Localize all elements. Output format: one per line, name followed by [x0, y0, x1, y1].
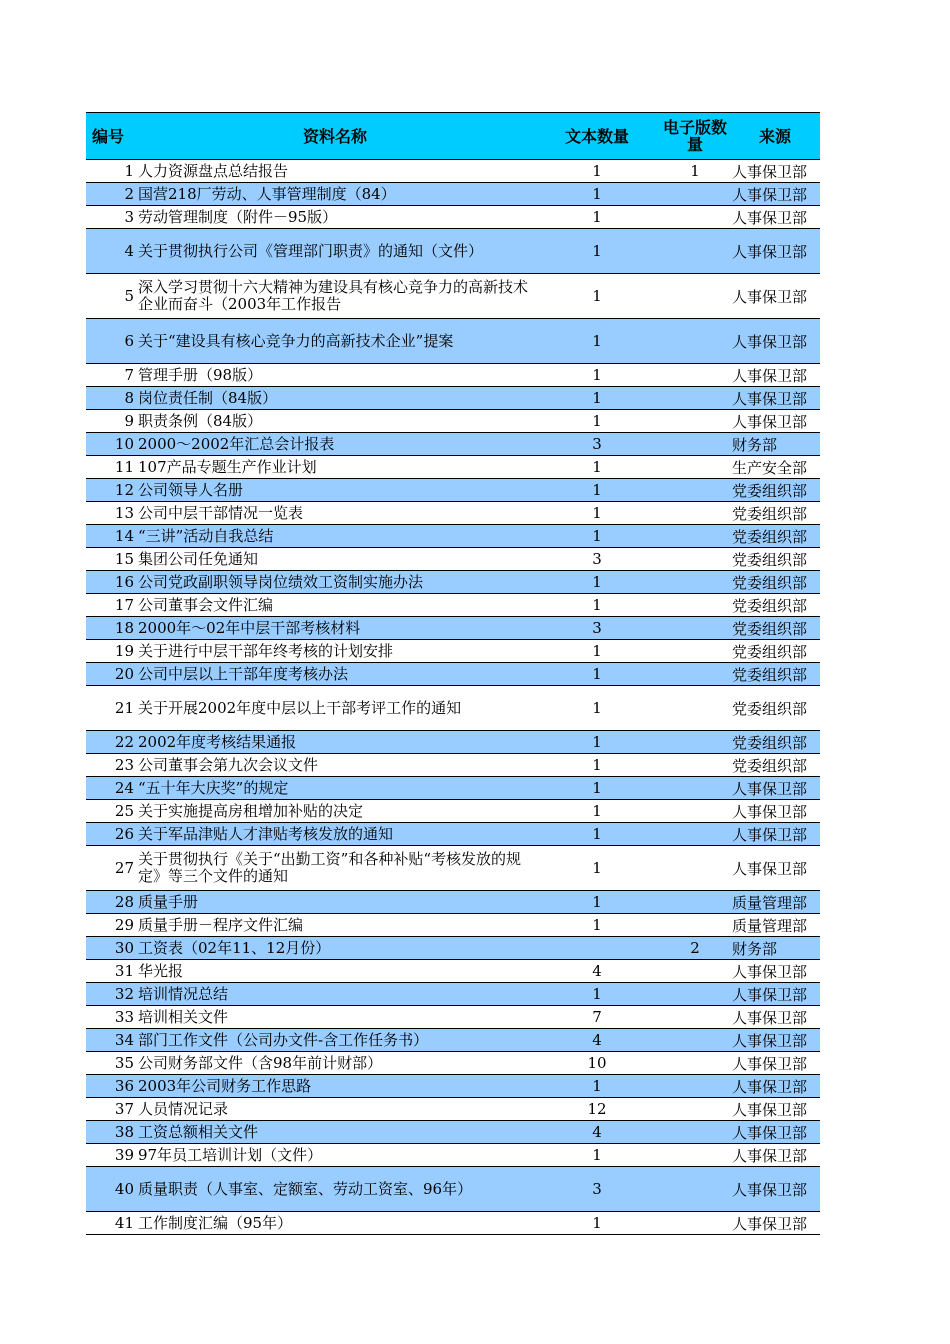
row-digital-count: [660, 1121, 730, 1144]
row-source: 人事保卫部: [730, 410, 820, 433]
row-text-count: 1: [534, 846, 660, 891]
row-digital-count: [660, 1006, 730, 1029]
row-name: 深入学习贯彻十六大精神为建设具有核心竞争力的高新技术企业而奋斗（2003年工作报告: [136, 274, 534, 319]
row-digital-count: [660, 1167, 730, 1212]
row-id: 10: [86, 433, 136, 456]
row-id: 26: [86, 823, 136, 846]
row-digital-count: [660, 1098, 730, 1121]
table-row: [86, 319, 820, 364]
table-row: [86, 1212, 820, 1235]
row-digital-count: [660, 183, 730, 206]
row-text-count: 1: [534, 891, 660, 914]
row-source: 财务部: [730, 433, 820, 456]
row-source: 党委组织部: [730, 731, 820, 754]
row-id: 36: [86, 1075, 136, 1098]
table-row: [86, 777, 820, 800]
row-source: 人事保卫部: [730, 1121, 820, 1144]
table-row: [86, 960, 820, 983]
row-id: 31: [86, 960, 136, 983]
row-source: 党委组织部: [730, 754, 820, 777]
row-source: 人事保卫部: [730, 983, 820, 1006]
row-source: 人事保卫部: [730, 1144, 820, 1167]
row-text-count: 1: [534, 160, 660, 183]
table-row: [86, 456, 820, 479]
row-text-count: 1: [534, 229, 660, 274]
row-digital-count: [660, 686, 730, 731]
table-row: [86, 891, 820, 914]
row-digital-count: [660, 846, 730, 891]
row-name: 培训相关文件: [136, 1006, 534, 1029]
row-text-count: 1: [534, 479, 660, 502]
table-row: [86, 800, 820, 823]
row-name: 公司中层以上干部年度考核办法: [136, 663, 534, 686]
row-name: 工资表（02年11、12月份）: [136, 937, 534, 960]
row-digital-count: [660, 594, 730, 617]
table-row: [86, 754, 820, 777]
row-digital-count: [660, 1075, 730, 1098]
row-source: 人事保卫部: [730, 1167, 820, 1212]
row-name: 关于军品津贴人才津贴考核发放的通知: [136, 823, 534, 846]
row-digital-count: [660, 914, 730, 937]
row-id: 24: [86, 777, 136, 800]
table-row: [86, 1075, 820, 1098]
row-text-count: 1: [534, 502, 660, 525]
row-id: 2: [86, 183, 136, 206]
row-name: 培训情况总结: [136, 983, 534, 1006]
row-id: 38: [86, 1121, 136, 1144]
row-name: 关于“建设具有核心竞争力的高新技术企业”提案: [136, 319, 534, 364]
table-row: [86, 1052, 820, 1075]
row-id: 19: [86, 640, 136, 663]
row-text-count: 1: [534, 594, 660, 617]
row-source: 党委组织部: [730, 617, 820, 640]
row-source: 党委组织部: [730, 640, 820, 663]
row-source: 人事保卫部: [730, 960, 820, 983]
row-digital-count: [660, 800, 730, 823]
row-digital-count: [660, 983, 730, 1006]
table-row: [86, 731, 820, 754]
table-header-row: [86, 113, 820, 160]
row-source: 质量管理部: [730, 914, 820, 937]
row-text-count: 1: [534, 206, 660, 229]
row-digital-count: [660, 571, 730, 594]
row-name: 97年员工培训计划（文件）: [136, 1144, 534, 1167]
row-text-count: 12: [534, 1098, 660, 1121]
row-text-count: 1: [534, 183, 660, 206]
row-text-count: 1: [534, 640, 660, 663]
row-id: 15: [86, 548, 136, 571]
row-name: 工资总额相关文件: [136, 1121, 534, 1144]
row-text-count: 1: [534, 754, 660, 777]
row-id: 13: [86, 502, 136, 525]
row-name: 关于贯彻执行《关于“出勤工资”和各种补贴“考核发放的规定》等三个文件的通知: [136, 846, 534, 891]
row-id: 5: [86, 274, 136, 319]
row-digital-count: [660, 274, 730, 319]
table-row: [86, 548, 820, 571]
row-id: 37: [86, 1098, 136, 1121]
row-name: 岗位责任制（84版）: [136, 387, 534, 410]
row-id: 27: [86, 846, 136, 891]
table-row: [86, 479, 820, 502]
table-row: [86, 1029, 820, 1052]
row-id: 18: [86, 617, 136, 640]
row-digital-count: [660, 640, 730, 663]
row-name: 关于实施提高房租增加补贴的决定: [136, 800, 534, 823]
row-digital-count: [660, 410, 730, 433]
row-name: 质量职责（人事室、定额室、劳动工资室、96年）: [136, 1167, 534, 1212]
row-digital-count: [660, 525, 730, 548]
row-source: 人事保卫部: [730, 387, 820, 410]
row-name: 集团公司任免通知: [136, 548, 534, 571]
row-name: 关于贯彻执行公司《管理部门职责》的通知（文件）: [136, 229, 534, 274]
header-name: 资料名称: [136, 113, 534, 160]
row-source: 人事保卫部: [730, 183, 820, 206]
header-source: 来源: [730, 113, 820, 160]
row-text-count: 1: [534, 319, 660, 364]
row-text-count: 1: [534, 364, 660, 387]
row-name: 2000～2002年汇总会计报表: [136, 433, 534, 456]
table-row: [86, 433, 820, 456]
row-text-count: [534, 937, 660, 960]
row-source: 党委组织部: [730, 594, 820, 617]
row-id: 21: [86, 686, 136, 731]
table-row: [86, 1167, 820, 1212]
row-source: 人事保卫部: [730, 1075, 820, 1098]
row-id: 23: [86, 754, 136, 777]
row-source: 人事保卫部: [730, 229, 820, 274]
table-row: [86, 914, 820, 937]
row-id: 25: [86, 800, 136, 823]
row-id: 39: [86, 1144, 136, 1167]
table-row: [86, 937, 820, 960]
header-digital-count: 电子版数量: [660, 113, 730, 160]
row-digital-count: [660, 387, 730, 410]
row-name: 公司领导人名册: [136, 479, 534, 502]
table-row: [86, 663, 820, 686]
row-source: 人事保卫部: [730, 364, 820, 387]
row-source: 人事保卫部: [730, 1029, 820, 1052]
row-digital-count: [660, 1029, 730, 1052]
row-digital-count: [660, 617, 730, 640]
row-name: 2000年～02年中层干部考核材料: [136, 617, 534, 640]
row-name: 公司董事会文件汇编: [136, 594, 534, 617]
row-id: 12: [86, 479, 136, 502]
table-row: [86, 160, 820, 183]
row-digital-count: [660, 456, 730, 479]
row-digital-count: [660, 777, 730, 800]
row-name: 人员情况记录: [136, 1098, 534, 1121]
row-digital-count: [660, 1212, 730, 1235]
row-text-count: 3: [534, 1167, 660, 1212]
row-name: 职责条例（84版）: [136, 410, 534, 433]
row-text-count: 1: [534, 800, 660, 823]
header-id: 编号: [86, 113, 136, 160]
row-source: 党委组织部: [730, 548, 820, 571]
row-text-count: 1: [534, 456, 660, 479]
row-text-count: 1: [534, 731, 660, 754]
row-source: 人事保卫部: [730, 206, 820, 229]
row-id: 32: [86, 983, 136, 1006]
row-name: 公司中层干部情况一览表: [136, 502, 534, 525]
row-name: 国营218厂劳动、人事管理制度（84）: [136, 183, 534, 206]
table-row: [86, 206, 820, 229]
row-source: 生产安全部: [730, 456, 820, 479]
table-row: [86, 229, 820, 274]
row-id: 33: [86, 1006, 136, 1029]
row-source: 党委组织部: [730, 663, 820, 686]
row-digital-count: [660, 433, 730, 456]
row-source: 人事保卫部: [730, 846, 820, 891]
row-name: 管理手册（98版）: [136, 364, 534, 387]
row-digital-count: [660, 548, 730, 571]
row-source: 人事保卫部: [730, 1212, 820, 1235]
row-source: 人事保卫部: [730, 160, 820, 183]
row-id: 34: [86, 1029, 136, 1052]
table-row: [86, 1144, 820, 1167]
row-id: 6: [86, 319, 136, 364]
row-digital-count: [660, 364, 730, 387]
table-row: [86, 1098, 820, 1121]
table-row: [86, 410, 820, 433]
table-row: [86, 571, 820, 594]
row-name: 关于开展2002年度中层以上干部考评工作的通知: [136, 686, 534, 731]
row-id: 41: [86, 1212, 136, 1235]
table-row: [86, 640, 820, 663]
row-text-count: 1: [534, 1075, 660, 1098]
row-id: 20: [86, 663, 136, 686]
row-source: 党委组织部: [730, 479, 820, 502]
row-digital-count: [660, 823, 730, 846]
row-digital-count: [660, 1144, 730, 1167]
row-name: 公司董事会第九次会议文件: [136, 754, 534, 777]
row-id: 28: [86, 891, 136, 914]
row-text-count: 3: [534, 433, 660, 456]
row-text-count: 3: [534, 617, 660, 640]
row-id: 1: [86, 160, 136, 183]
table-row: [86, 823, 820, 846]
row-name: 工作制度汇编（95年）: [136, 1212, 534, 1235]
row-id: 30: [86, 937, 136, 960]
row-text-count: 1: [534, 410, 660, 433]
row-source: 党委组织部: [730, 502, 820, 525]
row-digital-count: [660, 663, 730, 686]
row-id: 35: [86, 1052, 136, 1075]
row-source: 党委组织部: [730, 686, 820, 731]
header-text-count: 文本数量: [534, 113, 660, 160]
row-source: 人事保卫部: [730, 1098, 820, 1121]
row-digital-count: [660, 731, 730, 754]
row-name: 107产品专题生产作业计划: [136, 456, 534, 479]
row-text-count: 1: [534, 525, 660, 548]
row-source: 质量管理部: [730, 891, 820, 914]
row-digital-count: [660, 319, 730, 364]
row-id: 17: [86, 594, 136, 617]
row-name: 华光报: [136, 960, 534, 983]
row-id: 4: [86, 229, 136, 274]
row-name: 部门工作文件（公司办文件-含工作任务书）: [136, 1029, 534, 1052]
row-source: 人事保卫部: [730, 1006, 820, 1029]
row-text-count: 1: [534, 274, 660, 319]
row-name: 劳动管理制度（附件－95版）: [136, 206, 534, 229]
row-text-count: 1: [534, 686, 660, 731]
table-row: [86, 686, 820, 731]
row-digital-count: [660, 502, 730, 525]
row-id: 22: [86, 731, 136, 754]
row-digital-count: [660, 754, 730, 777]
row-source: 人事保卫部: [730, 319, 820, 364]
row-digital-count: [660, 479, 730, 502]
row-text-count: 1: [534, 777, 660, 800]
row-id: 3: [86, 206, 136, 229]
row-text-count: 10: [534, 1052, 660, 1075]
row-name: 2002年度考核结果通报: [136, 731, 534, 754]
table-row: [86, 1121, 820, 1144]
row-id: 16: [86, 571, 136, 594]
row-id: 9: [86, 410, 136, 433]
table-row: [86, 364, 820, 387]
row-id: 7: [86, 364, 136, 387]
resource-table: [86, 112, 820, 1235]
row-name: “三讲”活动自我总结: [136, 525, 534, 548]
table-row: [86, 274, 820, 319]
row-text-count: 1: [534, 663, 660, 686]
table-row: [86, 846, 820, 891]
row-name: 质量手册－程序文件汇编: [136, 914, 534, 937]
row-name: 公司党政副职领导岗位绩效工资制实施办法: [136, 571, 534, 594]
row-digital-count: 2: [660, 937, 730, 960]
row-text-count: 1: [534, 823, 660, 846]
row-digital-count: [660, 891, 730, 914]
row-digital-count: [660, 960, 730, 983]
row-text-count: 1: [534, 914, 660, 937]
row-name: 关于进行中层干部年终考核的计划安排: [136, 640, 534, 663]
row-text-count: 1: [534, 1144, 660, 1167]
row-digital-count: 1: [660, 160, 730, 183]
row-name: 2003年公司财务工作思路: [136, 1075, 534, 1098]
row-digital-count: [660, 206, 730, 229]
table-row: [86, 594, 820, 617]
row-id: 8: [86, 387, 136, 410]
row-id: 29: [86, 914, 136, 937]
row-id: 14: [86, 525, 136, 548]
row-id: 40: [86, 1167, 136, 1212]
table-row: [86, 502, 820, 525]
row-name: 人力资源盘点总结报告: [136, 160, 534, 183]
row-text-count: 7: [534, 1006, 660, 1029]
row-text-count: 4: [534, 1121, 660, 1144]
table-row: [86, 1006, 820, 1029]
row-name: “五十年大庆奖”的规定: [136, 777, 534, 800]
row-source: 党委组织部: [730, 571, 820, 594]
row-text-count: 1: [534, 983, 660, 1006]
row-source: 人事保卫部: [730, 823, 820, 846]
row-name: 质量手册: [136, 891, 534, 914]
table-row: [86, 183, 820, 206]
row-digital-count: [660, 1052, 730, 1075]
row-source: 人事保卫部: [730, 800, 820, 823]
row-text-count: 3: [534, 548, 660, 571]
row-text-count: 4: [534, 1029, 660, 1052]
row-source: 人事保卫部: [730, 777, 820, 800]
row-source: 财务部: [730, 937, 820, 960]
row-name: 公司财务部文件（含98年前计财部）: [136, 1052, 534, 1075]
row-text-count: 1: [534, 571, 660, 594]
row-source: 人事保卫部: [730, 1052, 820, 1075]
row-text-count: 1: [534, 1212, 660, 1235]
row-id: 11: [86, 456, 136, 479]
table-row: [86, 387, 820, 410]
table-row: [86, 983, 820, 1006]
row-digital-count: [660, 229, 730, 274]
row-text-count: 4: [534, 960, 660, 983]
table-row: [86, 525, 820, 548]
row-source: 党委组织部: [730, 525, 820, 548]
table-row: [86, 617, 820, 640]
row-source: 人事保卫部: [730, 274, 820, 319]
row-text-count: 1: [534, 387, 660, 410]
